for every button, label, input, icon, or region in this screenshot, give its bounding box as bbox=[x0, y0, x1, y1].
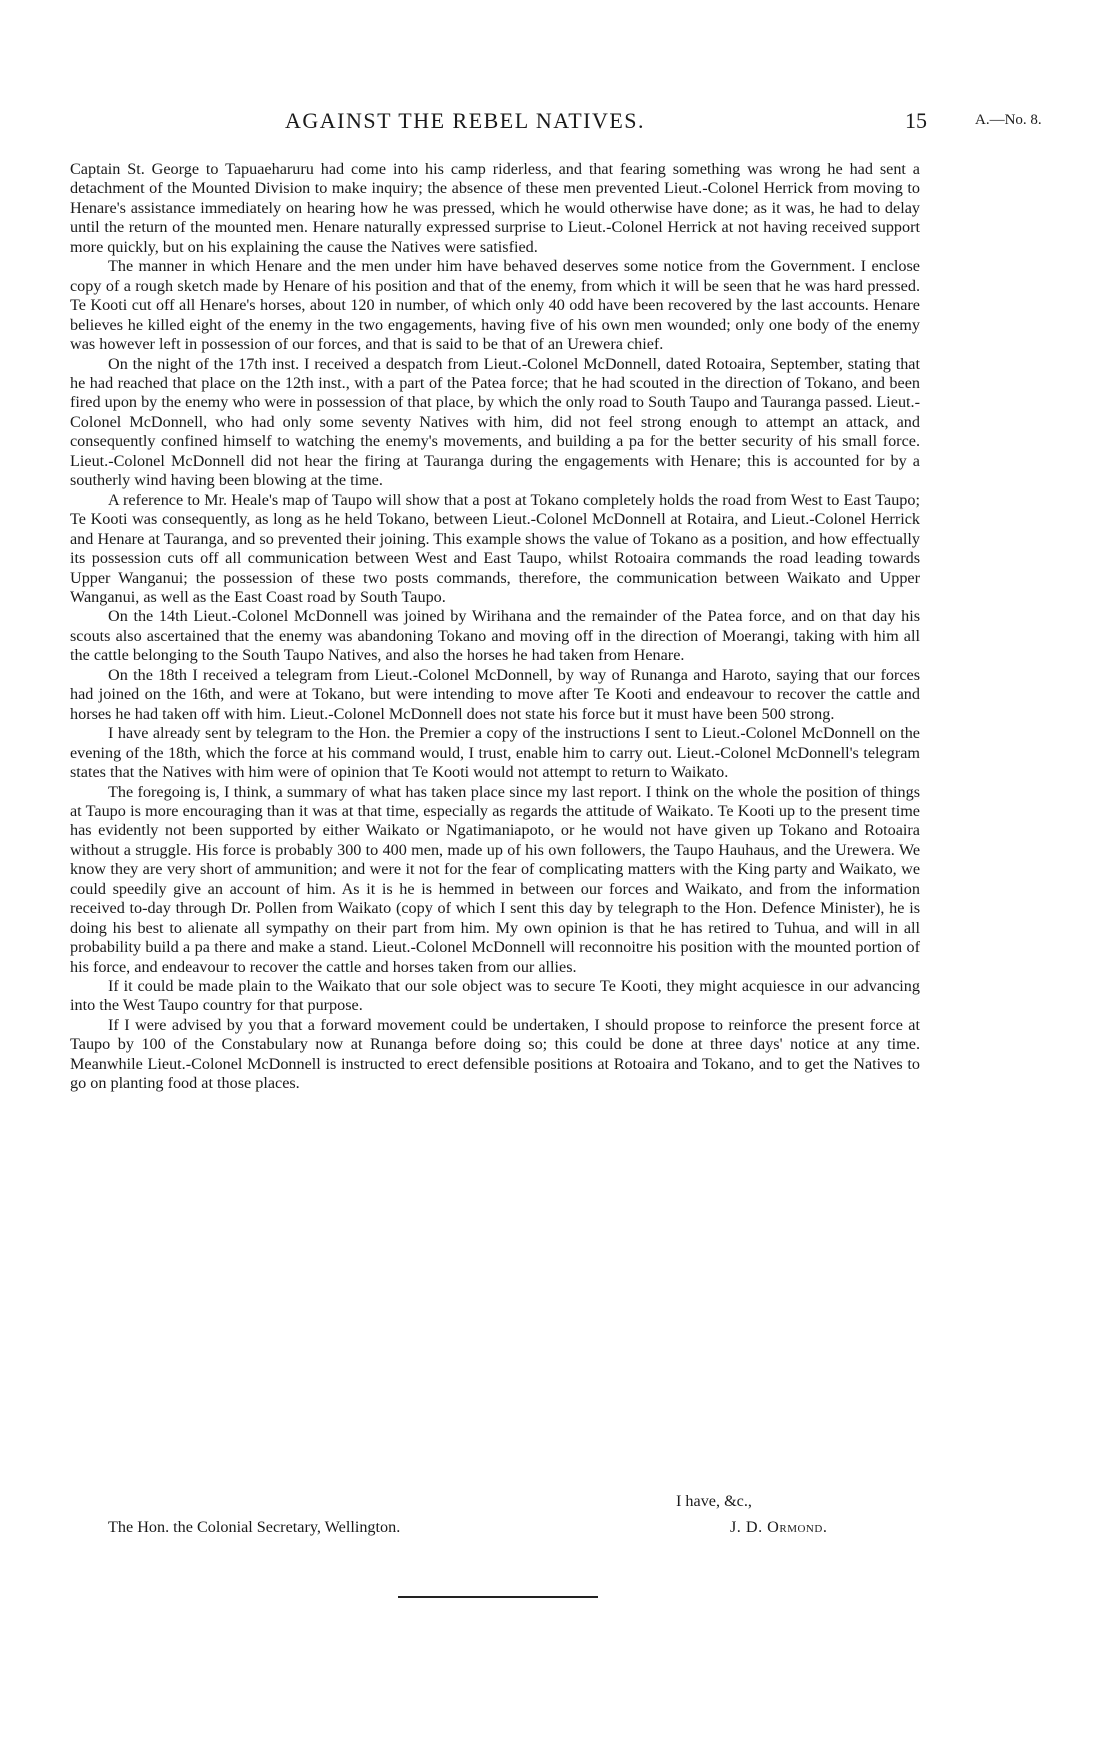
signature: J. D. Ormond. bbox=[730, 1518, 828, 1536]
running-title: AGAINST THE REBEL NATIVES. bbox=[285, 108, 646, 133]
paragraph: The manner in which Henare and the men under him have behaved deserves some notice from the Government. I enclose copy of a rough sketch made by Henare of his position and that of the enemy, from which it will be seen that he was hard pressed. Te Kooti cut off all Henare's horses, about 120 in number, of which only 40 odd have been recovered by the last accounts. Henare believes he killed eight of the enemy in the two engagements, having five of his own men wounded; only one body of the enemy was however left in possession of our forces, and that is said to be that of an Urewera chief. bbox=[70, 257, 920, 354]
paragraph: Captain St. George to Tapuaeharuru had come into his camp riderless, and that fearing something was wrong he had sent a detachment of the Mounted Division to make inquiry; the absence of these men prevented Lieut.-Colonel Herrick from moving to Henare's assistance immediately on hearing how he was pressed, which he would otherwise have done; as it was, he had to delay until the return of the mounted men. Henare naturally expressed surprise to Lieut.-Colonel Herrick at not having received support more quickly, but on his explaining the cause the Natives were satisfied. bbox=[70, 160, 920, 256]
closing-divider bbox=[398, 1596, 598, 1598]
document-reference: A.—No. 8. bbox=[975, 112, 1042, 128]
paragraph: I have already sent by telegram to the Hon. the Premier a copy of the instructions I sent to Lieut.-Colonel McDonnell on the evening of the 18th, which the force at his command would, I trust, enable him to carry out. Lieut.-Colonel McDonnell's telegram states that the Natives with him were of opinion that Te Kooti would not attempt to return to Waikato. bbox=[70, 724, 920, 782]
page-header bbox=[70, 108, 1060, 142]
page-number: 15 bbox=[905, 108, 927, 133]
letter-body bbox=[70, 160, 920, 1094]
paragraph: On the 14th Lieut.-Colonel McDonnell was joined by Wirihana and the remainder of the Patea force, and on that day his scouts also ascertained that the enemy was abandoning Tokano and moving off in the direction of Moerangi, taking with him all the cattle belonging to the South Taupo Natives, and also the horses he had taken from Henare. bbox=[70, 607, 920, 665]
paragraph: On the night of the 17th inst. I received a despatch from Lieut.-Colonel McDonnell, dated Rotoaira, September, stating that he had reached that place on the 12th inst., with a part of the Patea force; that he had scouted in the direction of Tokano, and been fired upon by the enemy who were in possession of that place, by which the only road to South Taupo and Tauranga passed. Lieut.-Colonel McDonnell, who had only some seventy Natives with him, did not feel strong enough to attempt an attack, and consequently confined himself to watching the enemy's movements, and building a pa for the better security of his small force. Lieut.-Colonel McDonnell did not hear the firing at Tauranga during the engagements with Henare; this is accounted for by a southerly wind having been blowing at the time. bbox=[70, 354, 920, 490]
addressee: The Hon. the Colonial Secretary, Wellington. bbox=[108, 1518, 401, 1536]
salutation: I have, &c., bbox=[676, 1492, 752, 1510]
paragraph: The foregoing is, I think, a summary of what has taken place since my last report. I think on the whole the position of things at Taupo is more encouraging than it was at that time, especially as regards the attitude of Waikato. Te Kooti up to the present time has evidently not been supported by either Waikato or Ngatimaniapoto, or he would not have given up Tokano and Rotoaira without a struggle. His force is probably 300 to 400 men, made up of his own followers, the Taupo Hauhaus, and the Urewera. We know they are very short of ammunition; and were it not for the fear of complicating matters with the King party and Waikato, we could speedily give an account of him. As it is he is hemmed in between our forces and Waikato, and from the information received to-day through Dr. Pollen from Waikato (copy of which I sent this day by telegraph to the Hon. Defence Minister), he is doing his best to alienate all sympathy on their part from him. My own opinion is that he has retired to Tuhua, and will in all probability build a pa there and make a stand. Lieut.-Colonel McDonnell will reconnoitre his position with the mounted portion of his force, and endeavour to recover the cattle and horses taken from our allies. bbox=[70, 782, 920, 976]
paragraph: A reference to Mr. Heale's map of Taupo will show that a post at Tokano completely holds the road from West to East Taupo; Te Kooti was consequently, as long as he held Tokano, between Lieut.-Colonel McDonnell at Rotaira, and Lieut.-Colonel Herrick and Henare at Tauranga, and so prevented their joining. This example shows the value of Tokano as a position, and how effectually its possession cuts off all communication between West and East Taupo, whilst Rotoaira commands the road leading towards Upper Wanganui; the possession of these two posts commands, therefore, the communication between Waikato and Upper Wanganui, as well as the East Coast road by South Taupo. bbox=[70, 490, 920, 606]
paragraph: If I were advised by you that a forward movement could be undertaken, I should propose to reinforce the present force at Taupo by 100 of the Constabulary now at Runanga before doing so; this could be done at three days' notice at any time. Meanwhile Lieut.-Colonel McDonnell is instructed to erect defensible positions at Rotoaira and Tokano, and to get the Natives to go on planting food at those places. bbox=[70, 1015, 920, 1093]
paragraph: On the 18th I received a telegram from Lieut.-Colonel McDonnell, by way of Runanga and Haroto, saying that our forces had joined on the 16th, and were at Tokano, but were intending to move after Te Kooti and endeavour to recover the cattle and horses he had taken off with him. Lieut.-Colonel McDonnell does not state his force but it must have been 500 strong. bbox=[70, 665, 920, 723]
paragraph: If it could be made plain to the Waikato that our sole object was to secure Te Kooti, they might acquiesce in our advancing into the West Taupo country for that purpose. bbox=[70, 977, 920, 1015]
letter-closing bbox=[70, 1492, 920, 1552]
